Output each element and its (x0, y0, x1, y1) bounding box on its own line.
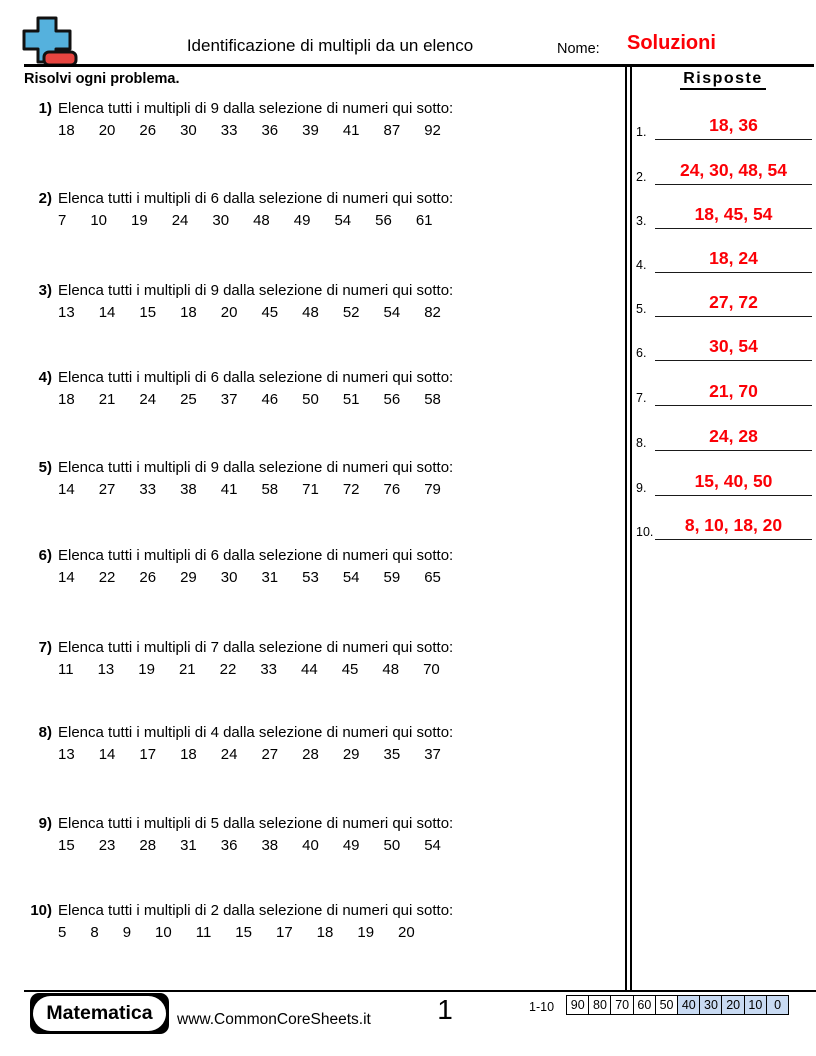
number-item: 54 (334, 212, 352, 229)
number-item: 15 (58, 837, 75, 854)
number-item: 48 (382, 661, 400, 678)
number-item: 76 (383, 481, 401, 498)
number-list (58, 211, 620, 231)
answer-line (655, 247, 812, 273)
number-list (58, 745, 620, 765)
number-item: 56 (375, 212, 392, 229)
number-item: 5 (58, 924, 67, 941)
problem-question: Elenca tutti i multipli di 6 dalla selezione di numeri qui sotto: (58, 369, 454, 386)
number-item: 15 (139, 304, 157, 321)
number-item: 38 (180, 481, 197, 498)
number-item: 54 (424, 837, 441, 854)
number-list (58, 390, 620, 410)
number-item: 31 (180, 837, 197, 854)
problem-10 (24, 901, 620, 943)
number-item: 17 (275, 924, 293, 941)
number-item: 13 (97, 661, 115, 678)
number-item: 24 (171, 212, 189, 229)
number-item: 41 (220, 481, 238, 498)
number-item: 22 (98, 569, 116, 586)
number-item: 31 (261, 569, 279, 586)
answer-value: 18, 45, 54 (694, 204, 773, 224)
number-item: 49 (293, 212, 311, 229)
number-item: 13 (58, 304, 75, 321)
number-item: 14 (58, 481, 75, 498)
answer-row-9 (633, 469, 812, 496)
number-item: 38 (261, 837, 279, 854)
number-item: 48 (253, 212, 270, 229)
answer-line (655, 159, 812, 185)
number-item: 19 (138, 661, 155, 678)
number-item: 29 (180, 569, 197, 586)
number-item: 52 (342, 304, 360, 321)
number-item: 58 (424, 391, 441, 408)
answer-number: 4. (636, 258, 647, 272)
number-item: 19 (357, 924, 375, 941)
number-item: 48 (302, 304, 319, 321)
number-list (58, 568, 620, 588)
answer-number: 3. (636, 214, 647, 228)
number-item: 53 (302, 569, 319, 586)
answer-value: 24, 30, 48, 54 (679, 160, 788, 180)
problem-number: 2) (38, 190, 52, 207)
number-list (58, 121, 620, 141)
number-item: 79 (424, 481, 441, 498)
problem-7 (24, 638, 620, 680)
answer-row-6 (633, 334, 812, 361)
number-item: 50 (302, 391, 319, 408)
answer-value: 21, 70 (709, 381, 758, 401)
answers-title: Risposte (680, 70, 766, 90)
number-item: 33 (220, 122, 238, 139)
number-item: 14 (58, 569, 75, 586)
number-item: 14 (98, 746, 116, 763)
answer-line (655, 470, 812, 496)
number-list (58, 303, 620, 323)
number-item: 41 (342, 122, 360, 139)
number-item: 51 (342, 391, 360, 408)
problem-5 (24, 458, 620, 500)
number-item: 30 (220, 569, 238, 586)
number-item: 92 (424, 122, 441, 139)
problem-number: 1) (38, 100, 52, 117)
number-item: 54 (383, 304, 401, 321)
header-rule (24, 64, 814, 67)
answer-value: 18, 24 (709, 248, 758, 268)
number-item: 35 (383, 746, 401, 763)
problem-number: 9) (38, 815, 52, 832)
answer-row-7 (633, 379, 812, 406)
number-item: 18 (58, 391, 75, 408)
problem-question: Elenca tutti i multipli di 9 dalla selezione di numeri qui sotto: (58, 100, 454, 117)
number-item: 18 (316, 924, 334, 941)
number-item: 59 (383, 569, 401, 586)
number-item: 30 (180, 122, 197, 139)
number-item: 18 (58, 122, 75, 139)
number-item: 65 (424, 569, 441, 586)
answer-row-5 (633, 290, 812, 317)
number-item: 56 (383, 391, 401, 408)
number-item: 11 (195, 924, 212, 941)
score-table (566, 995, 789, 1015)
number-item: 26 (139, 122, 157, 139)
answer-row-3 (633, 202, 812, 229)
matematica-badge-label: Matematica (33, 996, 166, 1031)
answer-number: 7. (636, 391, 647, 405)
problem-question: Elenca tutti i multipli di 5 dalla selezione di numeri qui sotto: (58, 815, 454, 832)
answer-value: 18, 36 (709, 115, 758, 135)
score-range-label: 1-10 (529, 1000, 555, 1014)
score-cell-highlighted: 20 (721, 995, 745, 1015)
number-item: 28 (139, 837, 157, 854)
answer-line (655, 203, 812, 229)
answer-line (655, 114, 812, 140)
score-cell: 50 (655, 995, 679, 1015)
number-item: 29 (342, 746, 360, 763)
answer-value: 30, 54 (709, 336, 758, 356)
number-item: 33 (260, 661, 278, 678)
problem-number: 8) (38, 724, 52, 741)
number-item: 26 (139, 569, 157, 586)
number-item: 8 (90, 924, 99, 941)
number-item: 45 (341, 661, 359, 678)
problem-question: Elenca tutti i multipli di 9 dalla selezione di numeri qui sotto: (58, 459, 454, 476)
column-divider (625, 66, 632, 990)
answer-number: 8. (636, 436, 647, 450)
answer-number: 6. (636, 346, 647, 360)
answer-row-10 (633, 513, 812, 540)
number-item: 37 (220, 391, 238, 408)
number-item: 39 (302, 122, 319, 139)
problem-question: Elenca tutti i multipli di 6 dalla selezione di numeri qui sotto: (58, 547, 454, 564)
answers-header (634, 70, 812, 88)
number-item: 19 (131, 212, 148, 229)
number-item: 37 (424, 746, 441, 763)
answer-value: 15, 40, 50 (694, 471, 773, 491)
number-item: 15 (235, 924, 252, 941)
problem-number: 10) (30, 902, 52, 919)
number-item: 49 (342, 837, 360, 854)
score-cell: 80 (588, 995, 612, 1015)
number-item: 61 (415, 212, 433, 229)
answer-row-4 (633, 246, 812, 273)
problem-number: 3) (38, 282, 52, 299)
matematica-badge (30, 993, 169, 1034)
number-item: 28 (302, 746, 319, 763)
answer-number: 10. (636, 525, 654, 539)
problem-question: Elenca tutti i multipli di 2 dalla selezione di numeri qui sotto: (58, 902, 454, 919)
number-item: 21 (98, 391, 116, 408)
answer-row-2 (633, 158, 812, 185)
number-item: 18 (180, 746, 197, 763)
number-item: 20 (220, 304, 238, 321)
answer-number: 9. (636, 481, 647, 495)
answer-line (655, 335, 812, 361)
number-item: 24 (139, 391, 157, 408)
problem-9 (24, 814, 620, 856)
number-item: 82 (424, 304, 441, 321)
page-number: 1 (437, 994, 453, 1025)
plus-minus-logo-icon (20, 16, 82, 70)
score-cell: 90 (566, 995, 590, 1015)
number-item: 58 (261, 481, 279, 498)
worksheet-title: Identificazione di multipli da un elenco (186, 36, 474, 55)
number-item: 50 (383, 837, 401, 854)
number-item: 44 (301, 661, 318, 678)
number-list (58, 836, 620, 856)
problem-number: 6) (38, 547, 52, 564)
number-item: 40 (302, 837, 319, 854)
number-item: 46 (261, 391, 279, 408)
number-item: 9 (122, 924, 132, 941)
score-cell: 60 (633, 995, 657, 1015)
number-item: 70 (423, 661, 440, 678)
problem-3 (24, 281, 620, 323)
answer-number: 5. (636, 302, 647, 316)
number-item: 54 (342, 569, 360, 586)
score-cell-highlighted: 0 (766, 995, 790, 1015)
instructions-text: Risolvi ogni problema. (24, 71, 180, 87)
score-cell-highlighted: 30 (699, 995, 723, 1015)
score-cell-highlighted: 10 (744, 995, 768, 1015)
number-item: 18 (180, 304, 197, 321)
number-item: 72 (342, 481, 360, 498)
number-item: 11 (58, 661, 74, 678)
problem-8 (24, 723, 620, 765)
number-item: 71 (302, 481, 319, 498)
problem-6 (24, 546, 620, 588)
score-cell-highlighted: 40 (677, 995, 701, 1015)
number-item: 33 (139, 481, 157, 498)
number-item: 45 (261, 304, 279, 321)
number-list (58, 923, 620, 943)
answer-line (655, 514, 812, 540)
problem-question: Elenca tutti i multipli di 7 dalla selezione di numeri qui sotto: (58, 639, 454, 656)
number-item: 7 (58, 212, 67, 229)
number-item: 30 (212, 212, 230, 229)
number-item: 20 (398, 924, 415, 941)
problem-number: 4) (38, 369, 52, 386)
name-value-soluzioni: Soluzioni (627, 32, 716, 54)
answer-line (655, 425, 812, 451)
problem-4 (24, 368, 620, 410)
problem-question: Elenca tutti i multipli di 4 dalla selezione di numeri qui sotto: (58, 724, 454, 741)
number-item: 20 (98, 122, 116, 139)
number-item: 23 (98, 837, 116, 854)
answer-value: 8, 10, 18, 20 (684, 515, 783, 535)
name-label: Nome: (557, 41, 600, 57)
problem-2 (24, 189, 620, 231)
number-item: 21 (178, 661, 196, 678)
number-item: 22 (219, 661, 237, 678)
problem-question: Elenca tutti i multipli di 9 dalla selezione di numeri qui sotto: (58, 282, 454, 299)
number-item: 36 (261, 122, 279, 139)
problem-1 (24, 99, 620, 141)
problem-number: 5) (38, 459, 52, 476)
problem-number: 7) (38, 639, 52, 656)
answer-value: 27, 72 (709, 292, 758, 312)
number-item: 36 (220, 837, 238, 854)
number-item: 13 (58, 746, 75, 763)
number-item: 27 (261, 746, 279, 763)
score-cell: 70 (610, 995, 634, 1015)
answer-value: 24, 28 (709, 426, 758, 446)
number-item: 14 (98, 304, 116, 321)
number-item: 10 (90, 212, 108, 229)
number-item: 10 (155, 924, 172, 941)
number-item: 87 (383, 122, 401, 139)
answer-number: 2. (636, 170, 647, 184)
answer-row-8 (633, 424, 812, 451)
number-list (58, 660, 620, 680)
answer-row-1 (633, 113, 812, 140)
number-list (58, 480, 620, 500)
number-item: 25 (180, 391, 197, 408)
website-url: www.CommonCoreSheets.it (177, 1011, 371, 1028)
answer-number: 1. (636, 125, 647, 139)
number-item: 27 (98, 481, 116, 498)
answer-line (655, 380, 812, 406)
number-item: 17 (139, 746, 157, 763)
number-item: 24 (220, 746, 238, 763)
answer-line (655, 291, 812, 317)
problem-question: Elenca tutti i multipli di 6 dalla selezione di numeri qui sotto: (58, 190, 454, 207)
